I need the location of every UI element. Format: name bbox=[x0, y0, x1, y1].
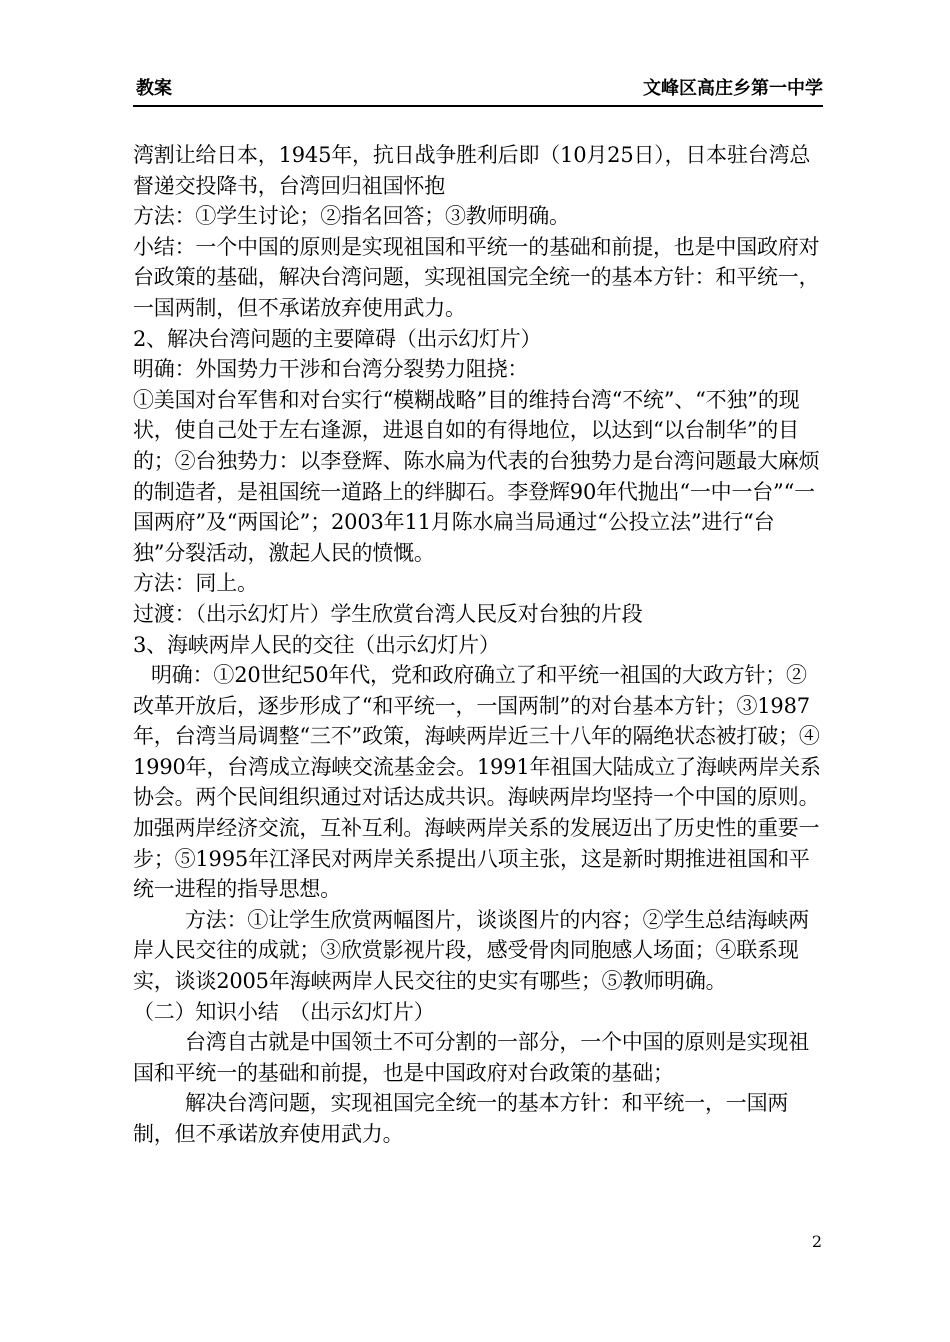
section-heading-obstacles: 2、解决台湾问题的主要障碍（出示幻灯片） bbox=[133, 326, 542, 351]
page-header bbox=[133, 77, 823, 107]
header-school-name: 文峰区高庄乡第一中学 bbox=[643, 78, 823, 99]
paragraph-method-1: 方法：①学生讨论；②指名回答；③教师明确。 bbox=[133, 204, 570, 229]
section-heading-knowledge-summary: （二）知识小结 （出示幻灯片） bbox=[133, 999, 435, 1024]
paragraph-method-2: 方法：同上。 bbox=[133, 571, 258, 596]
paragraph-method-3: 方法：①让学生欣赏两幅图片，谈谈图片的内容；②学生总结海峡两岸人民交往的成就；③欣赏影视片段，感受骨肉同胞感人场面；④联系现实，谈谈2005年海峡两岸人民交往的史实有哪些；⑤教师明确。 bbox=[133, 907, 809, 994]
paragraph-obstacles-detail: ①美国对台军售和对台实行“模糊战略”目的维持台湾“不统”、“不独”的现状，使自己处于左右逢源，进退自如的有得地位，以达到“以台制华”的目的；②台独势力：以李登辉、陈水扁为代表的台独势力是台湾问题最大麻烦的制造者，是祖国统一道路上的绊脚石。李登辉90年代抛出“一中一台”“一国两府”及“两国论”；2003年11月陈水扁当局通过“公投立法”进行“台独”分裂活动，激起人民的愤慨。 bbox=[133, 387, 820, 565]
document-body bbox=[133, 140, 823, 1150]
paragraph-return-of-taiwan: 湾割让给日本，1945年，抗日战争胜利后即（10月25日），日本驻台湾总督递交投降书，台湾回归祖国怀抱 bbox=[133, 143, 811, 198]
paragraph-summary-policy: 解决台湾问题，实现祖国完全统一的基本方针：和平统一，一国两制，但不承诺放弃使用武力。 bbox=[133, 1091, 789, 1146]
paragraph-transition: 过渡：（出示幻灯片）学生欣赏台湾人民反对台独的片段 bbox=[133, 601, 643, 626]
paragraph-summary-principle: 台湾自古就是中国领土不可分割的一部分，一个中国的原则是实现祖国和平统一的基础和前提，也是中国政府对台政策的基础； bbox=[133, 1030, 809, 1085]
paragraph-exchanges-detail: 明确：①20世纪50年代，党和政府确立了和平统一祖国的大政方针；②改革开放后，逐步形成了“和平统一，一国两制”的对台基本方针；③1987年，台湾当局调整“三不”政策，海峡两岸近三十八年的隔绝状态被打破；④1990年，台湾成立海峡交流基金会。1991年祖国大陆成立了海峡两岸关系协会。两个民间组织通过对话达成共识。海峡两岸均坚持一个中国的原则。加强两岸经济交流，互补互利。海峡两岸关系的发展迈出了历史性的重要一步；⑤1995年江泽民对两岸关系提出八项主张，这是新时期推进祖国和平统一进程的指导思想。 bbox=[133, 663, 821, 902]
section-heading-exchanges: 3、海峡两岸人民的交往（出示幻灯片） bbox=[133, 632, 500, 657]
paragraph-clarify-obstacles: 明确：外国势力干涉和台湾分裂势力阻挠： bbox=[133, 357, 529, 382]
page-number: 2 bbox=[811, 1232, 822, 1251]
header-doc-type: 教案 bbox=[136, 78, 172, 99]
paragraph-summary: 小结：一个中国的原则是实现祖国和平统一的基础和前提，也是中国政府对台政策的基础，解决台湾问题，实现祖国完全统一的基本方针：和平统一，一国两制，但不承诺放弃使用武力。 bbox=[133, 234, 820, 320]
